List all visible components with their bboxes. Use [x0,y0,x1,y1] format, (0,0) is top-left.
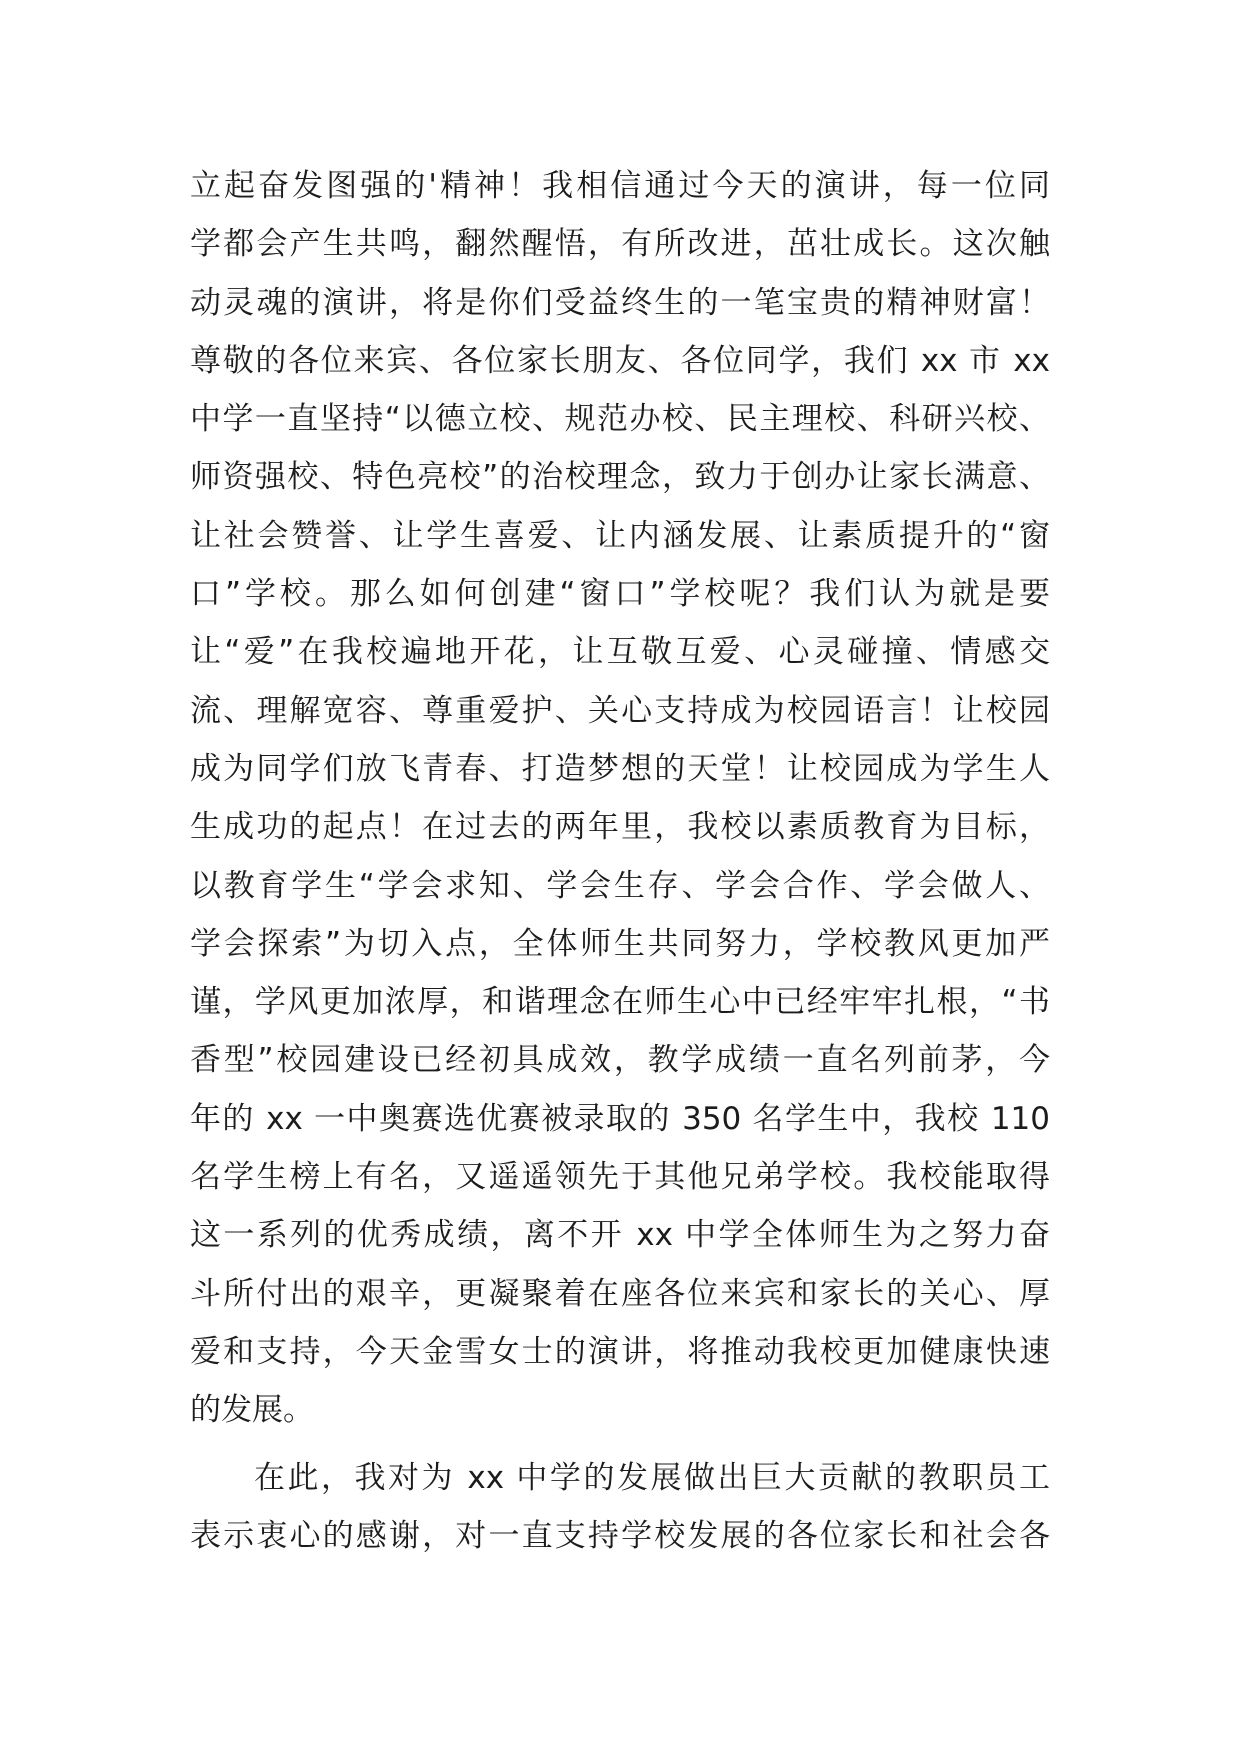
text-line: 以教育学生“学会求知、学会生存、学会合作、学会做人、 [190,867,1050,904]
text-line: 成为同学们放飞青春、打造梦想的天堂！让校园成为学生人 [190,750,1050,787]
paragraph-1 [190,157,1050,1440]
text-line: 学都会产生共鸣，翻然醒悟，有所改进，茁壮成长。这次触 [190,226,1050,263]
paragraph-2 [190,1449,1050,1566]
text-line: 表示衷心的感谢，对一直支持学校发展的各位家长和社会各 [190,1517,1050,1554]
text-line: 尊敬的各位来宾、各位家长朋友、各位同学，我们 xx 市 xx [190,342,1050,379]
text-line: 让“爱”在我校遍地开花，让互敬互爱、心灵碰撞、情感交 [190,634,1050,671]
text-line: 香型”校园建设已经初具成效，教学成绩一直名列前茅，今 [190,1042,1050,1079]
text-line: 的发展。 [190,1392,314,1429]
text-line: 中学一直坚持“以德立校、规范办校、民主理校、科研兴校、 [190,401,1050,438]
text-line: 生成功的起点！在过去的两年里，我校以素质教育为目标， [190,809,1050,846]
text-line: 师资强校、特色亮校”的治校理念，致力于创办让家长满意、 [190,459,1050,496]
text-line: 在此，我对为 xx 中学的发展做出巨大贡献的教职员工 [254,1459,1050,1496]
text-line: 立起奋发图强的'精神！我相信通过今天的演讲，每一位同 [190,168,1050,204]
body-text [190,157,1050,1565]
text-line: 这一系列的优秀成绩，离不开 xx 中学全体师生为之努力奋 [190,1217,1050,1254]
text-line: 年的 xx 一中奥赛选优赛被录取的 350 名学生中，我校 110 [190,1100,1050,1137]
text-line: 谨，学风更加浓厚，和谐理念在师生心中已经牢牢扎根，“书 [190,984,1050,1021]
text-line: 学会探索”为切入点，全体师生共同努力，学校教风更加严 [190,925,1050,962]
text-line: 爱和支持，今天金雪女士的演讲，将推动我校更加健康快速 [190,1333,1050,1370]
text-line: 让社会赞誉、让学生喜爱、让内涵发展、让素质提升的“窗 [190,517,1050,554]
text-line: 斗所付出的艰辛，更凝聚着在座各位来宾和家长的关心、厚 [190,1275,1050,1312]
text-line: 动灵魂的演讲，将是你们受益终生的一笔宝贵的精神财富！ [190,284,1050,321]
text-line: 流、理解宽容、尊重爱护、关心支持成为校园语言！让校园 [190,692,1050,729]
paragraph-gap [190,1440,1050,1449]
text-line: 口”学校。那么如何创建“窗口”学校呢？我们认为就是要 [190,576,1050,613]
text-line: 名学生榜上有名，又遥遥领先于其他兄弟学校。我校能取得 [190,1159,1050,1196]
